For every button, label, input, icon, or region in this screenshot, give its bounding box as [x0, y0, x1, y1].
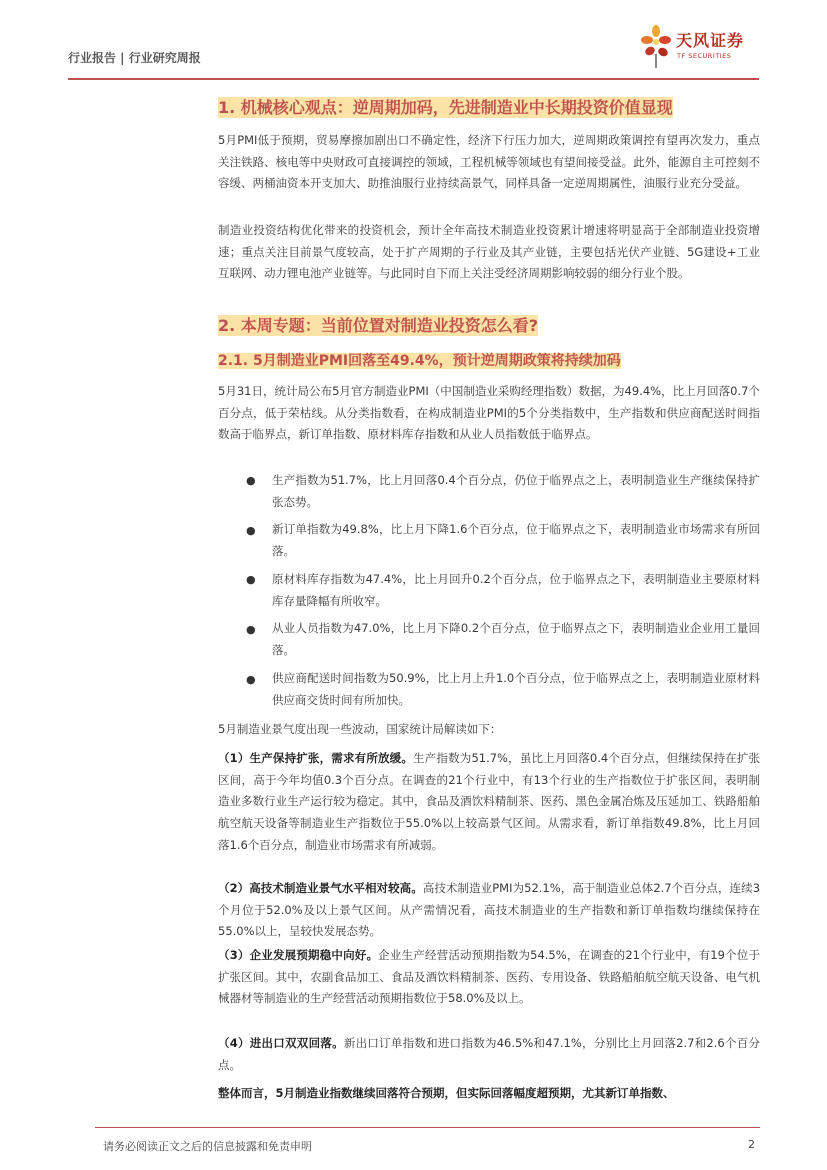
section2-heading: 2. 本周专题：当前位置对制造业投资怎么看? [218, 316, 539, 335]
bullet-icon: ● [246, 623, 256, 636]
flower-logo-icon [640, 24, 674, 70]
bullet-item-new-orders: 新订单指数为49.8%，比上月下降1.6个百分点，位于临界点之下，表明制造业市场需求有所回落。 [272, 522, 760, 558]
brand-logo [640, 24, 760, 74]
point-1-body: 生产指数为51.7%，虽比上月回落0.4个百分点，但继续保持在扩张区间，高于今年均值0.3个百分点。在调查的21个行业中，有13个行业的生产指数位于扩张区间，表明制造业多数行业生产运行较为稳定。其中，食品及酒饮料精制茶、医药、黑色金属冶炼及压延加工、铁路船舶航空航天设备等制造业生产指数位于55.0%以上较高景气区间。从需求看，新订单指数49.8%，比上月回落1.6个百分点，制造业市场需求有所减弱。 [218, 751, 761, 852]
section2-1-subheading: 2.1. 5月制造业PMI回落至49.4%，预计逆周期政策将持续加码 [218, 353, 621, 369]
bullet-item-employment: 从业人员指数为47.0%，比上月下降0.2个百分点，位于临界点之下，表明制造业企业用工量回落。 [272, 621, 760, 657]
section1-paragraph-1: 5月PMI低于预期，贸易摩擦加剧出口不确定性，经济下行压力加大，逆周期政策调控有望再次发力，重点关注铁路、核电等中央财政可直接调控的领域，工程机械等领域也有望间接受益。此外，能源自主可控刻不容缓、两桶油资本开支加大、助推油服行业持续高景气，同样具备一定逆周期属性，油服行业充分受益。 [218, 133, 760, 191]
breadcrumb: 行业报告 | 行业研究周报 [68, 51, 201, 65]
nbs-interpretation-intro: 5月制造业景气度出现一些波动，国家统计局解读如下： [218, 722, 502, 736]
pmi-intro-paragraph: 5月31日，统计局公布5月官方制造业PMI（中国制造业采购经理指数）数据，为49.4%，比上月回落0.7个百分点，低于荣枯线。从分类指数看，在构成制造业PMI的5个分类指数中，生产指数和供应商配送时间指数高于临界点，新订单指数、原材料库存指数和从业人员指数低于临界点。 [218, 384, 760, 442]
bullet-icon: ● [246, 474, 256, 487]
point-3-lead: （3）企业发展预期稳中向好。 [218, 948, 379, 962]
page-number: 2 [748, 1138, 755, 1151]
point-4-paragraph [218, 1033, 760, 1076]
point-2-lead: （2）高技术制造业景气水平相对较高。 [218, 881, 423, 895]
brand-name-cn: 天风证券 [676, 31, 745, 50]
point-3-paragraph [218, 945, 760, 1010]
point-2-paragraph [218, 878, 760, 943]
summary-paragraph: 整体而言，5月制造业指数继续回落符合预期，但实际回落幅度超预期，尤其新订单指数、 [218, 1086, 675, 1100]
point-4-lead: （4）进出口双双回落。 [218, 1036, 344, 1050]
footer-divider [95, 1127, 760, 1128]
point-4-body: 新出口订单指数和进口指数为46.5%和47.1%，分别比上月回落2.7和2.6个百分点。 [218, 1036, 760, 1072]
bullet-icon: ● [246, 573, 256, 586]
bullet-icon: ● [246, 524, 256, 537]
bullet-item-raw-material-inventory: 原材料库存指数为47.4%，比上月回升0.2个百分点，位于临界点之下，表明制造业主要原材料库存量降幅有所收窄。 [272, 572, 760, 608]
header-divider [68, 78, 759, 80]
point-1-paragraph [218, 748, 760, 857]
point-1-lead: （1）生产保持扩张，需求有所放缓。 [218, 751, 414, 765]
section1-heading: 1. 机械核心观点：逆周期加码，先进制造业中长期投资价值显现 [218, 98, 673, 117]
bullet-icon: ● [246, 673, 256, 686]
bullet-item-production: 生产指数为51.7%，比上月回落0.4个百分点，仍位于临界点之上，表明制造业生产继续保持扩张态势。 [272, 473, 760, 509]
section1-paragraph-2: 制造业投资结构优化带来的投资机会，预计全年高技术制造业投资累计增速将明显高于全部制造业投资增速；重点关注目前景气度较高，处于扩产周期的子行业及其产业链，主要包括光伏产业链、5G建设+工业互联网、动力锂电池产业链等。与此同时自下而上关注受经济周期影响较弱的细分行业个股。 [218, 223, 760, 281]
bullet-item-supplier-delivery: 供应商配送时间指数为50.9%，比上月上升1.0个百分点，位于临界点之上，表明制造业原材料供应商交货时间有所加快。 [272, 671, 760, 707]
footer-disclaimer: 请务必阅读正文之后的信息披露和免责申明 [103, 1140, 312, 1153]
point-3-body: 企业生产经营活动预期指数为54.5%，在调查的21个行业中，有19个位于扩张区间。其中，农副食品加工、食品及酒饮料精制茶、医药、专用设备、铁路船舶航空航天设备、电气机械器材等制造业的生产经营活动预期指数位于58.0%及以上。 [218, 948, 760, 1006]
point-2-body: 高技术制造业PMI为52.1%，高于制造业总体2.7个百分点，连续3个月位于52.0%及以上景气区间。从产需情况看，高技术制造业的生产指数和新订单指数均继续保持在55.0%以上，呈较快发展态势。 [218, 881, 761, 939]
brand-name-en: TF SECURITIES [677, 52, 732, 60]
